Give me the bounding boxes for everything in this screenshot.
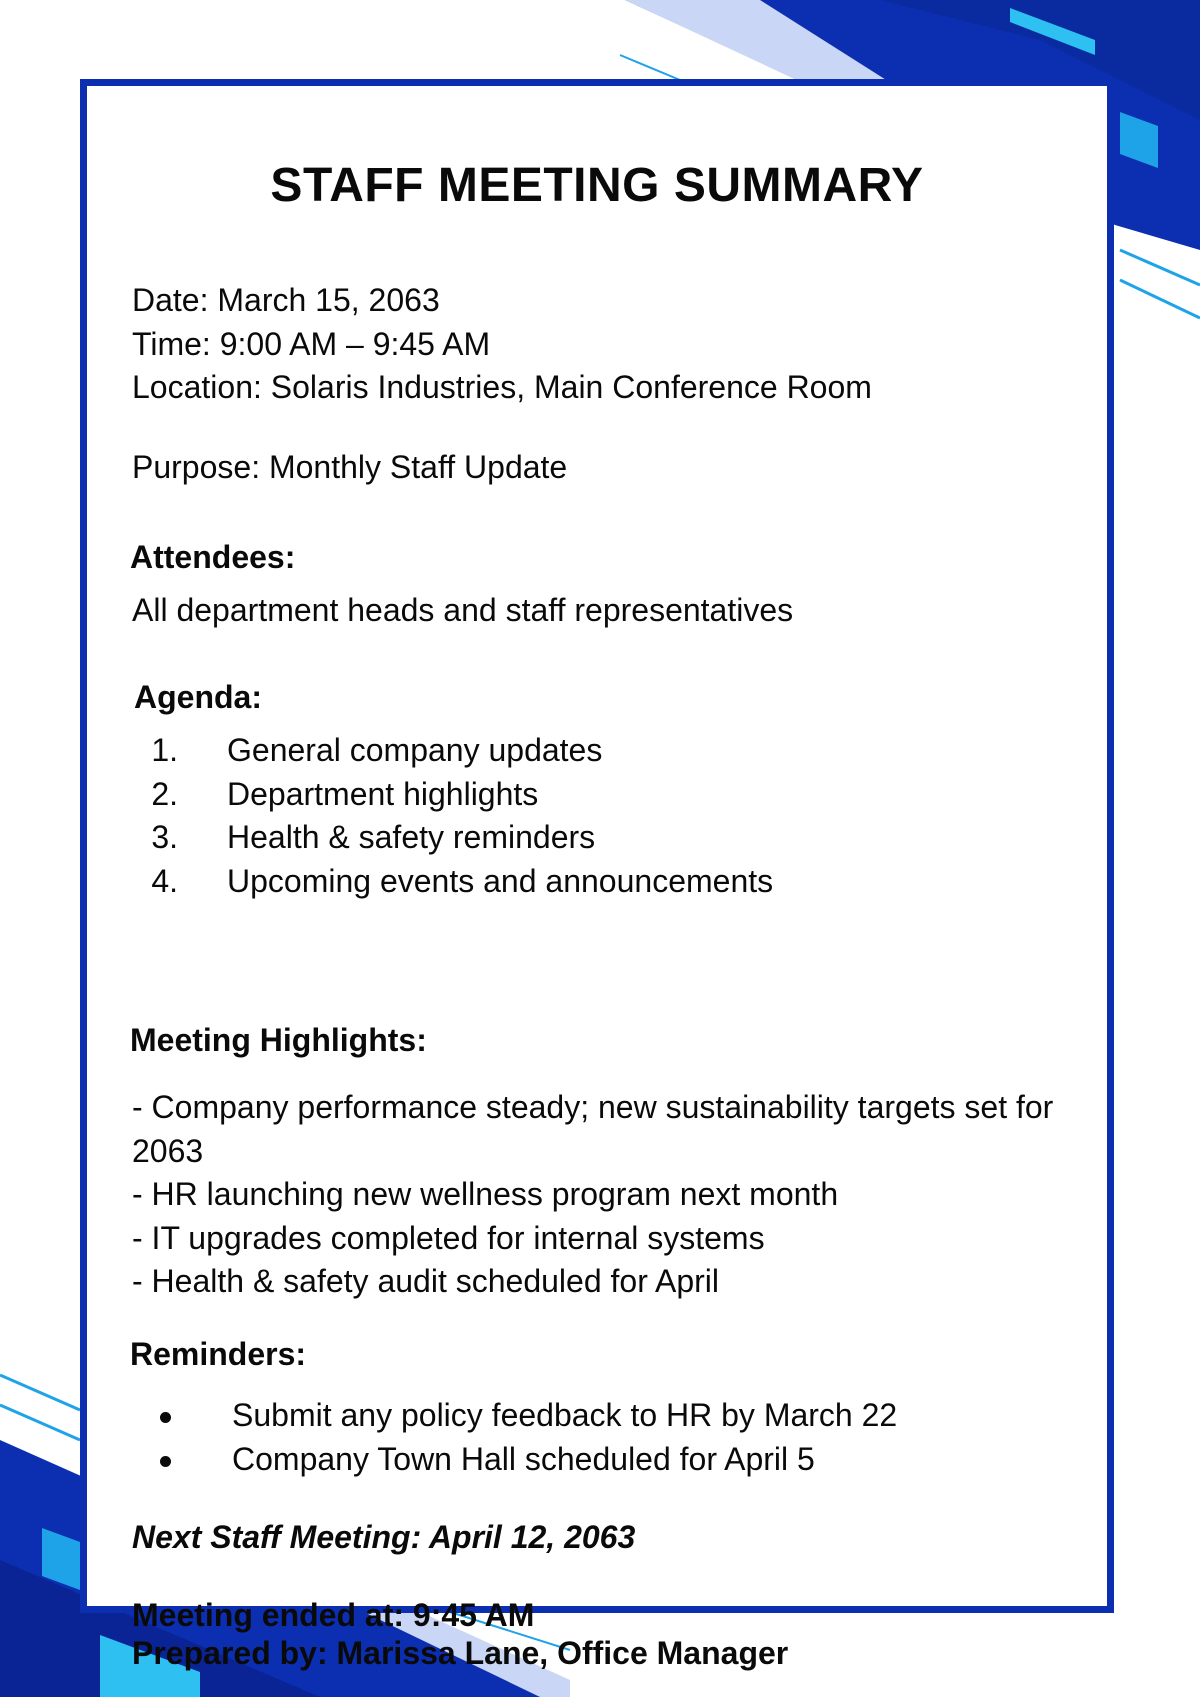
list-item [132,860,1032,904]
agenda-heading: Agenda: [134,679,262,715]
bg-line [1120,280,1200,318]
page-title: STAFF MEETING SUMMARY [270,159,924,212]
list-item-number: 2. [151,775,178,812]
bullet-icon [160,1456,171,1467]
list-item [132,1438,1032,1482]
highlights-list [132,1086,1092,1304]
document-card [80,79,1114,1671]
reminders-list [132,1394,1032,1481]
list-item-text: Health & safety reminders [227,819,596,855]
list-item-text: Submit any policy feedback to HR by March 22 [232,1397,898,1433]
list-item [132,1394,1032,1438]
bg-line [620,55,680,80]
bg-line [0,1375,80,1410]
meeting-details [132,279,872,410]
bullet-icon [160,1412,171,1423]
highlight-item: - HR launching new wellness program next month [132,1176,839,1212]
meeting-location: Location: Solaris Industries, Main Conference Room [132,369,872,405]
list-item-text: General company updates [227,732,603,768]
agenda-list [132,729,1032,903]
highlight-item: - Health & safety audit scheduled for April [132,1263,719,1299]
highlight-item: - Company performance steady; new sustainability targets set for 2063 [132,1089,1054,1169]
meeting-footer [132,1596,788,1672]
meeting-ended: Meeting ended at: 9:45 AM [132,1597,535,1633]
list-item-number: 4. [151,862,178,899]
list-item [132,729,1032,773]
list-item-text: Company Town Hall scheduled for April 5 [232,1440,815,1477]
attendees-text: All department heads and staff representatives [132,592,794,628]
list-item-text: Upcoming events and announcements [227,862,774,899]
meeting-purpose: Purpose: Monthly Staff Update [132,449,568,485]
list-item [132,773,1032,817]
bg-line [0,1405,80,1440]
attendees-heading: Attendees: [130,539,296,575]
prepared-by: Prepared by: Marissa Lane, Office Manager [132,1635,789,1671]
highlights-heading: Meeting Highlights: [130,1022,427,1058]
reminders-heading: Reminders: [130,1336,307,1372]
bg-line [1120,250,1200,285]
list-item-number: 3. [151,819,178,855]
meeting-time: Time: 9:00 AM – 9:45 AM [132,325,491,362]
list-item-text: Department highlights [227,775,539,812]
list-item [132,816,1032,860]
meeting-date: Date: March 15, 2063 [132,282,440,318]
list-item-number: 1. [151,732,178,768]
highlight-item: - IT upgrades completed for internal systems [132,1219,765,1256]
next-meeting: Next Staff Meeting: April 12, 2063 [132,1519,636,1555]
